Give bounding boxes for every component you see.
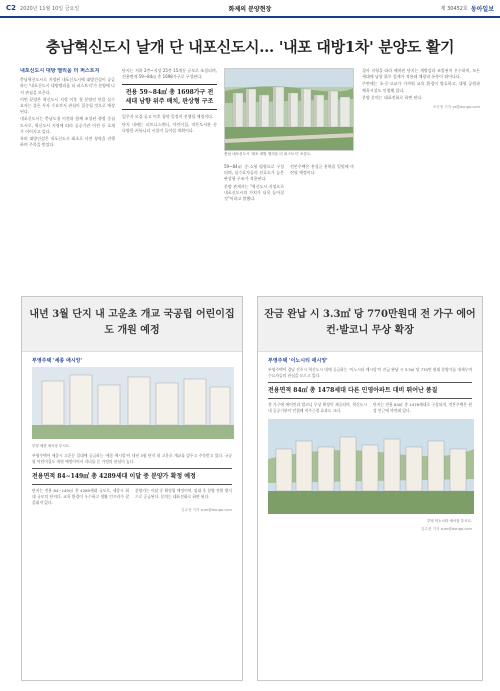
ad-photo xyxy=(22,367,242,443)
paragraph: 단지는 지하 2층~지상 25층 15개동 규모로 조성되며, 전용면적 59~84㎡ 총 1698가구로 구성된다. xyxy=(122,68,217,80)
paragraph: 입주자 모집 공고 이후 청약 일정이 진행될 예정이다. xyxy=(122,114,214,120)
paragraph: 단지 내에는 피트니스센터, 어린이집, 작은도서관 등 다양한 커뮤니티 시설이 들어설 계획이다. xyxy=(122,121,217,133)
paragraph: 주변에는 초·중·고교가 가까워 교육 환경이 양호하고, 대형 공원과 체육시설도 인접해 있다. xyxy=(362,81,480,93)
article-column-3 xyxy=(224,164,284,290)
ad-body-columns xyxy=(258,402,482,414)
paragraph: 충남혁신도시로 지정된 내포신도시에 대방건설이 공급하는 '내포신도시 대방엘리움 더 퍼스트지'가 분양에 나서 관심을 모은다. xyxy=(20,77,115,95)
paragraph: 분양 관계자는 "혁신도시 지정으로 내포신도시의 가치가 더욱 높아질 것"이라고 말했다. xyxy=(224,183,284,202)
advertorial-left xyxy=(21,296,243,681)
apartment-aerial-photo xyxy=(224,68,354,151)
article-subheadline: 전용 59~84㎡ 총 1698가구 전 세대 남향 위주 배치, 판상형 구조 xyxy=(122,84,217,110)
paragraph: 경사 지형을 따라 배치된 단지는 개방감과 조망권이 우수하며, 모든 세대에 남향 위주 설계가 적용돼 채광과 통풍이 뛰어나다. xyxy=(362,68,480,80)
ad-intro: 부영주택이 경남 진주시 혁신도시 내에 공급하는 '이노시티 애시앙'이 잔금 완납 시 3.3㎡ 당 770만 원대 분양가를 내세우며 수요자들의 관심을 모으고 있다. xyxy=(268,367,472,378)
paragraph: 59~84㎡ 중·소형 평형으로 구성되며, 실수요자들의 선호도가 높은 판상형 구조가 적용된다. xyxy=(224,164,284,182)
page-code: C2 xyxy=(6,4,17,12)
photo-caption: 충남 내포신도시 '내포 대방 엘리움 더 퍼스트지' 조감도. xyxy=(224,152,312,156)
ad-tag: 부영주택 '이노시티 애시앙' xyxy=(268,358,328,364)
paragraph: 이번 분양은 혁신도시 지정 이후 첫 분양인 만큼 실수요자는 물론 투자 수요까지 관심이 집중될 것으로 예상된다. xyxy=(20,96,115,115)
ad-sub-wrapper xyxy=(22,468,242,485)
article-column-4 xyxy=(362,68,480,290)
ad-body-columns xyxy=(22,488,242,506)
section-label: 내포신도시 대방 엘리움 더 퍼스트지 xyxy=(20,68,100,74)
byline: 김수현 기자 sum@donga.com xyxy=(181,508,232,512)
apartment-render xyxy=(32,367,234,439)
section-title: 화제의 분양현장 xyxy=(228,5,272,13)
ad-column: 단지는 전용 84㎡ 총 1478세대로 구성되며, 견본주택은 현장 인근에 마련돼 있다. xyxy=(373,402,472,413)
ad-column: 분양가는 이달 중 확정될 예정이며, 임대 후 분양 전환 방식으로 공급된다. 문의는 대표전화로 하면 된다. xyxy=(135,488,232,499)
ad-subheadline: 전용면적 84㎡ 총 1478세대 다른 민영아파트 대비 뛰어난 품질 xyxy=(268,382,472,399)
article-column-2 xyxy=(122,68,217,290)
byline: 조선영 기자 ys@donga.com xyxy=(432,105,480,110)
paragraph: 견본주택은 홍성군 홍북읍 일원에 마련될 예정이다. xyxy=(290,164,354,176)
photo-caption: 부영 세종 애시앙 투시도. xyxy=(32,444,71,448)
apartment-render xyxy=(225,69,354,151)
paragraph: 내포신도시는 충남도청 이전과 함께 조성된 행정 중심 도시로, 혁신도시 지정에 따라 공공기관 이전 등 호재가 이어지고 있다. xyxy=(20,116,115,134)
advertorial-right xyxy=(257,296,483,681)
ad-headline: 내년 3월 단지 내 고운초 개교 국공립 어린이집도 개원 예정 xyxy=(22,297,242,352)
page-info: 제 30452호 xyxy=(440,5,468,12)
paragraph: 분양 문의는 대표전화로 하면 된다. xyxy=(362,94,423,100)
main-headline: 충남혁신도시 날개 단 내포신도시… '내포 대방1차' 분양도 활기 xyxy=(45,38,455,56)
ad-sub-wrapper xyxy=(258,382,482,399)
paragraph: 특히 대방건설은 내포신도시 최초로 사전 청약을 진행하며 주목을 받았다. xyxy=(20,136,115,148)
apartment-render xyxy=(268,419,474,514)
byline: 김수현 기자 sum@donga.com xyxy=(421,527,472,531)
ad-headline: 잔금 완납 시 3.3㎡ 당 770만원대 전 가구 에어컨·발코니 무상 확장 xyxy=(258,297,482,352)
top-article xyxy=(20,68,480,290)
article-column-3b xyxy=(290,164,354,290)
page-header xyxy=(0,0,500,18)
newspaper-logo: 동아일보 xyxy=(470,5,494,13)
ad-subheadline: 전용면적 84~149㎡ 총 4289세대 이달 중 분양가 확정 예정 xyxy=(32,468,232,485)
ad-column: 전 가구에 에어컨과 발코니 무상 확장이 제공되며, 혁신도시 내 공공기관이 인접해 직주근접 효과도 크다. xyxy=(268,402,367,413)
photo-caption: 부영 이노시티 애시앙 투시도. xyxy=(426,519,472,523)
article-column-1 xyxy=(20,68,115,290)
ad-intro: 부영주택이 세종시 고운동 일대에 공급하는 '세종 애시앙'이 내년 3월 단지 내 고운초 개교를 앞두고 주목받고 있다. 국공립 어린이집도 개원 예정이어서 자녀를 둔 가정의 관심이 높다. xyxy=(32,453,232,464)
ad-photo xyxy=(258,414,482,518)
ad-tag: 부영주택 '세종 애시앙' xyxy=(32,358,83,364)
date-line: 2020년 11월 10일 금요일 xyxy=(20,5,80,12)
ad-column: 단지는 전용 84~149㎡ 총 4289세대 규모로, 세종시 최대 규모의 단지다. 교육 환경이 우수하고 생활 인프라가 잘 갖춰져 있다. xyxy=(32,488,129,505)
